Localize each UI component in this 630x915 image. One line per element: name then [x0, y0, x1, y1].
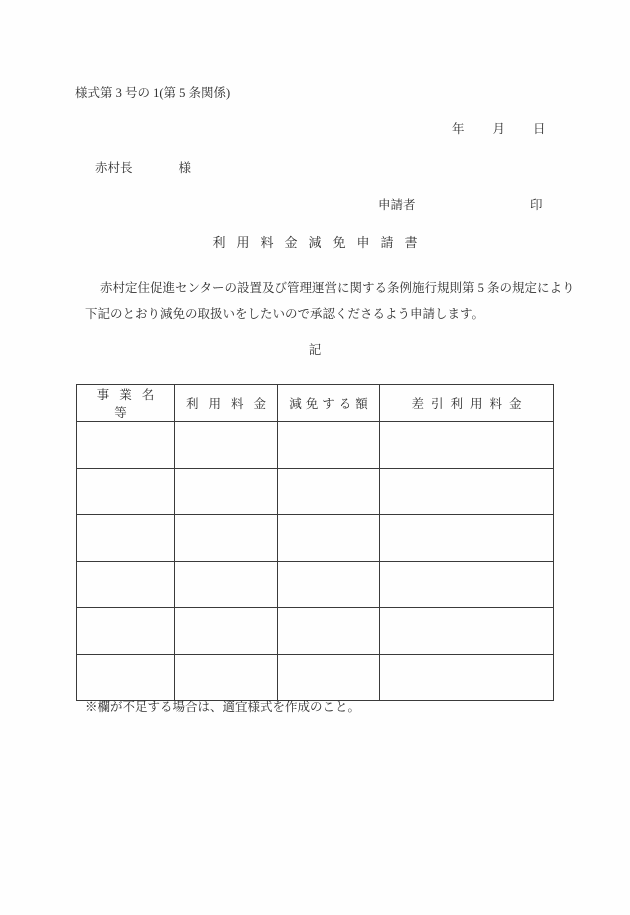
table-cell	[175, 561, 278, 608]
table-cell	[77, 468, 175, 515]
table-cell	[278, 468, 380, 515]
date-year-label: 年	[452, 122, 465, 136]
date-line	[452, 122, 546, 136]
table-cell	[77, 561, 175, 608]
table-cell	[278, 561, 380, 608]
date-month-label: 月	[492, 122, 506, 136]
table-row	[77, 654, 554, 701]
table-cell	[175, 654, 278, 701]
table-row	[77, 515, 554, 562]
table-cell	[278, 515, 380, 562]
table-cell	[175, 515, 278, 562]
table-cell	[380, 515, 554, 562]
column-header-reduction-amount: 減免する額	[278, 385, 380, 422]
addressee-line	[95, 161, 191, 175]
column-header-usage-fee: 利用料金	[175, 385, 278, 422]
addressee-name: 赤村長	[95, 161, 133, 175]
table-cell	[278, 422, 380, 469]
table-row	[77, 561, 554, 608]
table-cell	[175, 468, 278, 515]
footnote: ※欄が不足する場合は、適宜様式を作成のこと。	[85, 700, 361, 714]
fee-reduction-table	[76, 384, 554, 701]
seal-label: 印	[530, 198, 543, 212]
column-header-net-usage-fee: 差引利用料金	[380, 385, 554, 422]
table-cell	[175, 608, 278, 655]
table-row	[77, 422, 554, 469]
table-cell	[380, 654, 554, 701]
table-cell	[77, 608, 175, 655]
table-cell	[77, 515, 175, 562]
table-row	[77, 608, 554, 655]
body-text-line-1: 赤村定住促進センターの設置及び管理運営に関する条例施行規則第 5 条の規定により	[100, 281, 575, 295]
table-header-row	[77, 385, 554, 422]
page-title: 利用料金減免申請書	[212, 235, 429, 250]
column-header-business-name: 事業名等	[77, 385, 175, 422]
table-cell	[278, 608, 380, 655]
table-cell	[175, 422, 278, 469]
record-marker: 記	[308, 343, 322, 357]
table-cell	[380, 468, 554, 515]
date-day-label: 日	[533, 122, 546, 136]
table-cell	[77, 654, 175, 701]
table-cell	[380, 422, 554, 469]
form-number: 様式第 3 号の 1(第 5 条関係)	[75, 86, 231, 100]
table-cell	[380, 561, 554, 608]
table-cell	[380, 608, 554, 655]
body-text-line-2: 下記のとおり減免の取扱いをしたいので承認くださるよう申請します。	[85, 307, 485, 321]
table-cell	[77, 422, 175, 469]
table-row	[77, 468, 554, 515]
applicant-label: 申請者	[378, 198, 416, 212]
table-cell	[278, 654, 380, 701]
addressee-honorific: 様	[178, 161, 192, 175]
